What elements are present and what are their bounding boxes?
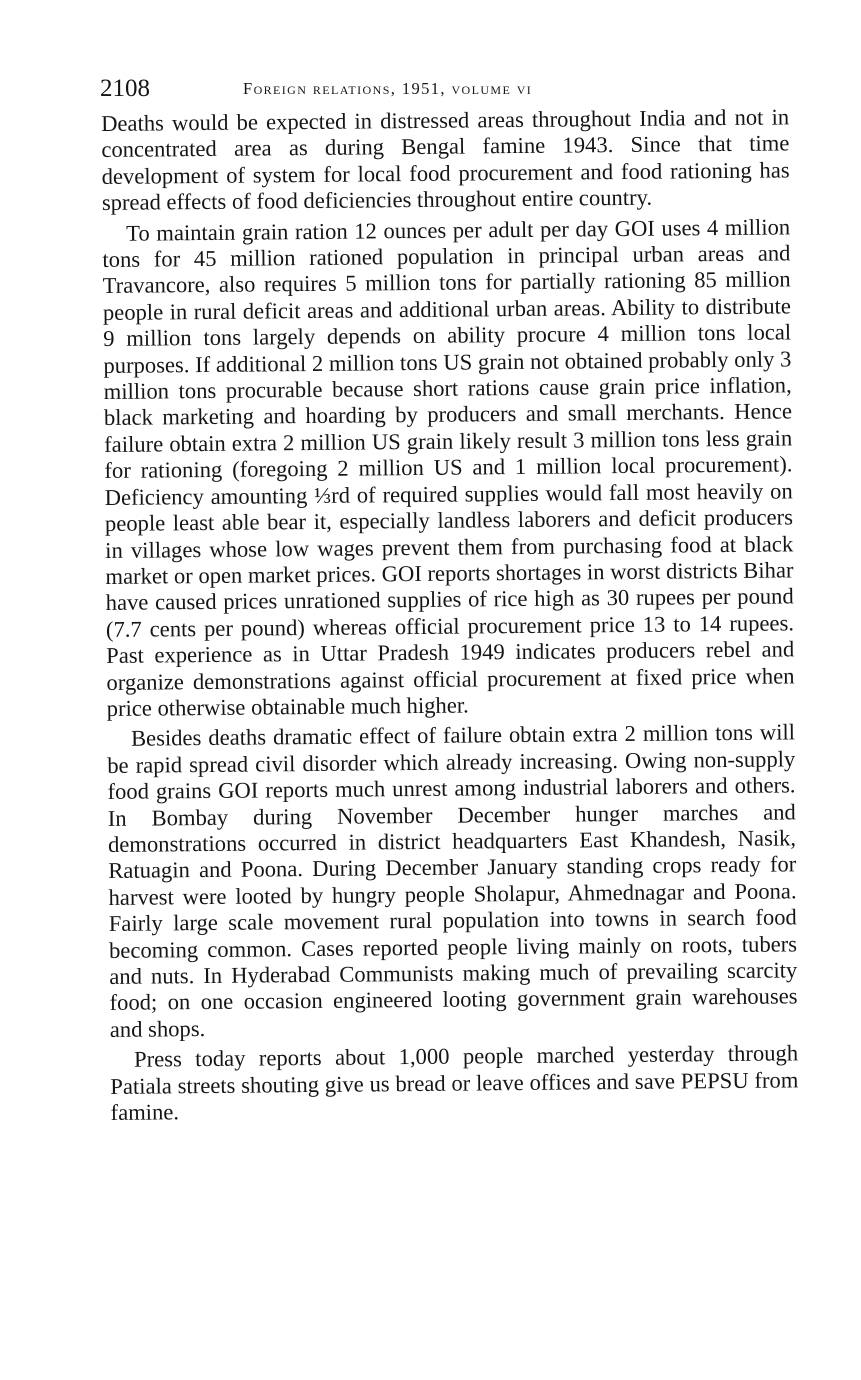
paragraph-civil-disorder: Besides deaths dramatic effect of failure obtain extra 2 million tons will be rapid spread civil disorder which already increasing. Owing non-supply food grains GOI reports much unrest among industrial laborers and others. In Bombay during November December hunger marches and demonstrations occurred in district headquarters East Khandesh, Nasik, Ratuagin and Poona. During December January standing crops ready for harvest were looted by hungry people Sholapur, Ahmednagar and Poona. Fairly large scale movement rural population into towns in search food becoming common. Cases reported people living mainly on roots, tubers and nuts. In Hyderabad Communists making much of prevailing scarcity food; on one occasion engineered looting government grain warehouses and shops.: [107, 719, 798, 1042]
running-title: foreign relations, 1951, volume vi: [243, 79, 533, 98]
page-header: [100, 72, 790, 106]
document-body: [101, 104, 799, 1126]
paragraph-patiala-march: Press today reports about 1,000 people marched yesterday through Patiala streets shouting give us bread or leave offices and save PEPSU from famine.: [110, 1040, 799, 1125]
paragraph-deaths-expected: Deaths would be expected in distressed areas throughout India and not in concentrated area as during Bengal famine 1943. Since that time development of system for local food procurement and food rationing has spread effects of food deficiencies throughout entire country.: [101, 104, 790, 216]
paragraph-grain-ration: To maintain grain ration 12 ounces per adult per day GOI uses 4 million tons for 45 million rationed population in principal urban areas and Travancore, also requires 5 million tons for partially rationing 85 million people in rural deficit areas and additional urban areas. Ability to distribute 9 million tons largely depends on ability procure 4 million tons local purposes. If additional 2 million tons US grain not obtained probably only 3 million tons procurable because short rations cause grain price inflation, black marketing and hoarding by producers and small merchants. Hence failure obtain extra 2 million US grain likely result 3 million tons less grain for rationing (foregoing 2 million US and 1 million local procurement). Deficiency amounting ⅓rd of required supplies would fall most heavily on people least able bear it, especially landless laborers and deficit producers in villages whose low wages prevent them from purchasing food at black market or open market prices. GOI reports shortages in worst districts Bihar have caused prices unrationed supplies of rice high as 30 rupees per pound (7.7 cents per pound) whereas official procurement price 13 to 14 rupees. Past experience as in Uttar Pradesh 1949 indicates producers rebel and organize demonstrations against official procurement at fixed price when price otherwise obtainable much higher.: [102, 214, 795, 721]
page-number: 2108: [100, 75, 150, 102]
